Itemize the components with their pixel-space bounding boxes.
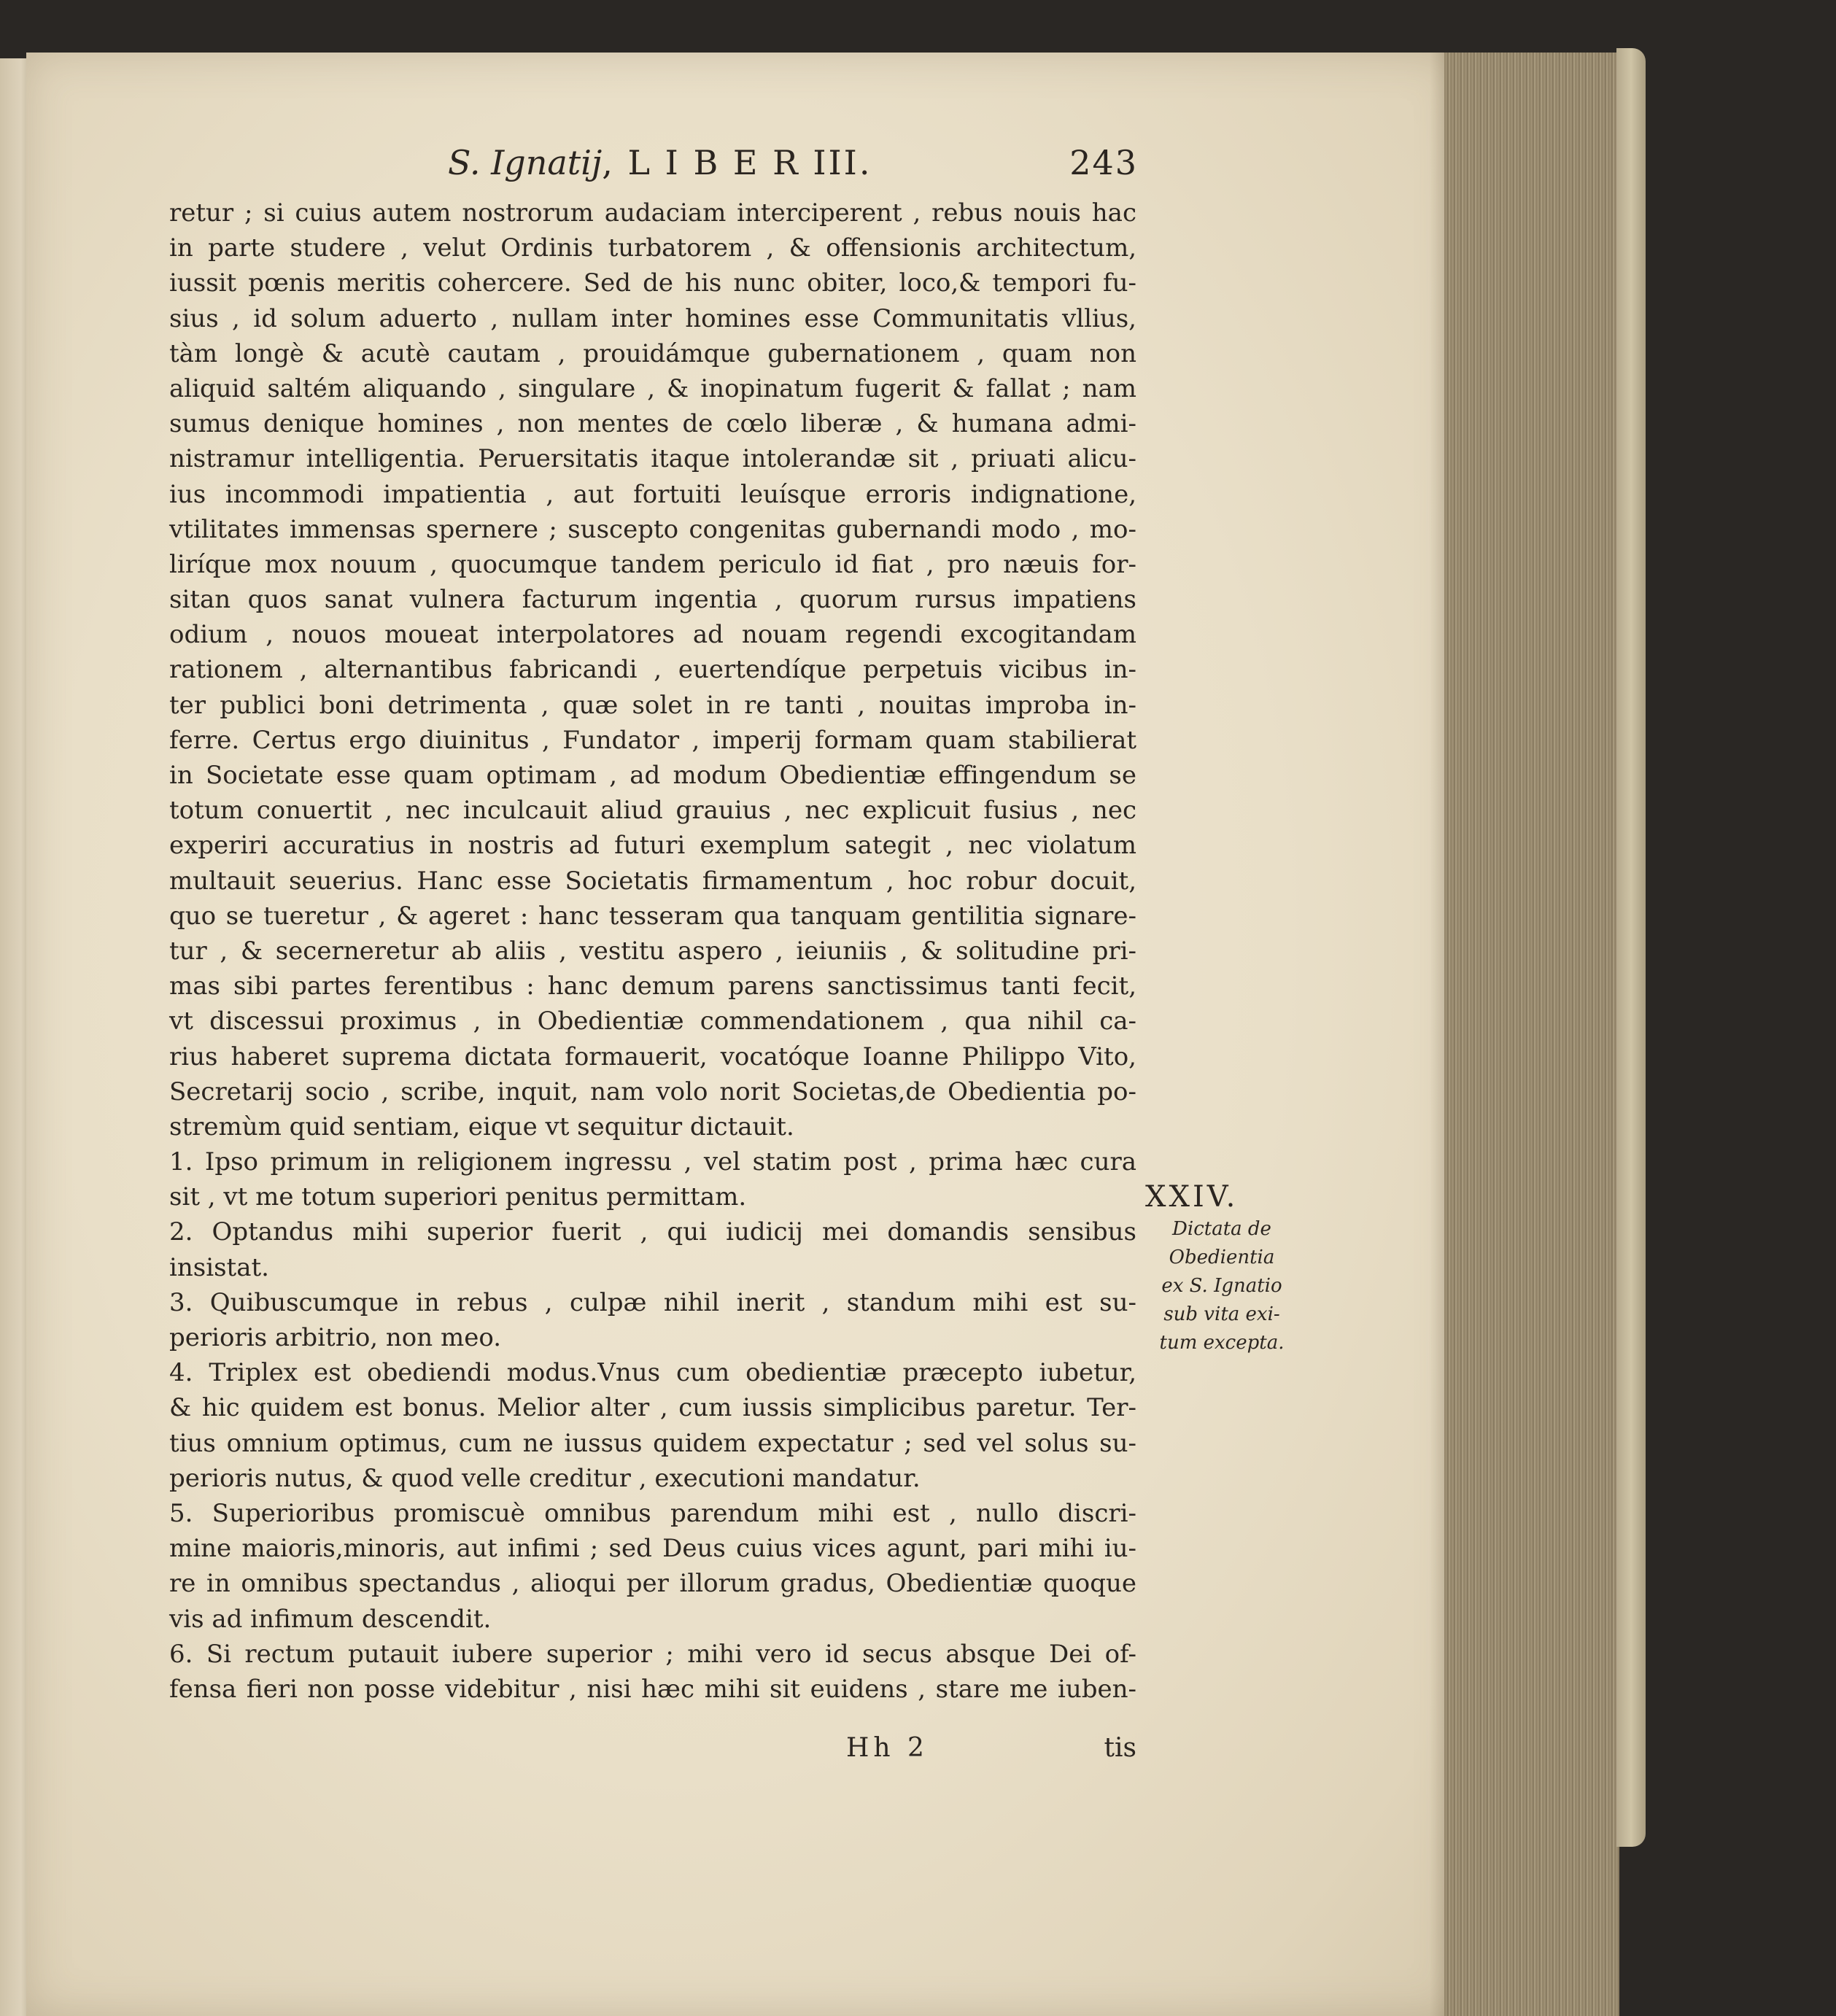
- text-line: nistramur intelligentia. Peruersitatis itaque intolerandæ sit , priuati alicu-: [169, 444, 1136, 474]
- text-line: vtilitates immensas spernere ; suscepto congenitas gubernandi modo , mo-: [169, 514, 1136, 544]
- text-line: 4. Triplex est obediendi modus.Vnus cum obedientiæ præcepto iubetur,: [169, 1358, 1136, 1388]
- running-title-italic: S. Ignatij: [448, 143, 603, 182]
- text-line: ius incommodi impatientia , aut fortuiti leuísque erroris indignatione,: [169, 479, 1136, 509]
- marginal-note-line: Obedientia: [1169, 1247, 1275, 1268]
- text-line: 3. Quibuscumque in rebus , culpæ nihil inerit , standum mihi est su-: [169, 1287, 1136, 1317]
- text-line: mas sibi partes ferentibus : hanc demum parens sanctissimus tanti fecit,: [169, 972, 1136, 1001]
- text-line: stremùm quid sentiam, eique vt sequitur dictauit.: [169, 1112, 794, 1141]
- text-line: sumus denique homines , non mentes de cœlo liberæ , & humana admi-: [169, 409, 1136, 439]
- running-title-rest: , L I B E R III.: [602, 143, 872, 182]
- text-line: liríque mox nouum , quocumque tandem periculo id fiat , pro næuis for-: [169, 549, 1136, 579]
- text-line: perioris arbitrio, non meo.: [169, 1323, 502, 1352]
- text-line: in Societate esse quam optimam , ad modum Obedientiæ effingendum se: [169, 761, 1136, 790]
- text-line: multauit seuerius. Hanc esse Societatis firmamentum , hoc robur docuit,: [169, 866, 1136, 896]
- marginal-note-text: [1145, 1215, 1298, 1357]
- text-line: 1. Ipso primum in religionem ingressu , vel statim post , prima hæc cura: [169, 1147, 1136, 1177]
- marginal-number: XXIV.: [1145, 1180, 1239, 1214]
- text-line: retur ; si cuius autem nostrorum audaciam interciperent , rebus nouis hac: [169, 198, 1136, 228]
- text-line: odium , nouos moueat interpolatores ad nouam regendi excogitandam: [169, 620, 1136, 650]
- text-line: ferre. Certus ergo diuinitus , Fundator , imperij formam quam stabilierat: [169, 725, 1136, 755]
- text-line: tur , & secerneretur ab aliis , vestitu aspero , ieiuniis , & solitudine pri-: [169, 936, 1136, 966]
- text-line: tàm longè & acutè cautam , prouidámque gubernationem , quam non: [169, 338, 1136, 368]
- catchword: tis: [1104, 1733, 1136, 1763]
- text-line: experiri accuratius in nostris ad futuri exemplum sategit , nec violatum: [169, 831, 1136, 861]
- text-line: tius omnium optimus, cum ne iussus quidem expectatur ; sed vel solus su-: [169, 1428, 1136, 1458]
- text-line: in parte studere , velut Ordinis turbatorem , & offensionis architectum,: [169, 233, 1136, 263]
- page-stack-fore-edge: [1444, 53, 1619, 2016]
- signature-line: [169, 1733, 1136, 1769]
- text-line: fensa fieri non posse videbitur , nisi hæc mihi sit euidens , stare me iuben-: [169, 1674, 1136, 1704]
- text-line: 5. Superioribus promiscuè omnibus parendum mihi est , nullo discri-: [169, 1498, 1136, 1528]
- text-line: iussit pœnis meritis cohercere. Sed de his nunc obiter, loco,& tempori fu-: [169, 268, 1136, 298]
- page-number: 243: [1069, 143, 1138, 182]
- text-line: insistat.: [169, 1252, 269, 1282]
- cover-edge: [1616, 48, 1646, 1847]
- body-text: [169, 195, 1136, 1707]
- text-line: re in omnibus spectandus , alioqui per illorum gradus, Obedientiæ quoque: [169, 1569, 1136, 1599]
- text-line: vt discessui proximus , in Obedientiæ commendationem , qua nihil ca-: [169, 1007, 1136, 1036]
- text-line: ter publici boni detrimenta , quæ solet in re tanti , nouitas improba in-: [169, 690, 1136, 720]
- text-line: 2. Optandus mihi superior fuerit , qui iudicij mei domandis sensibus: [169, 1217, 1136, 1247]
- signature-mark: Hh 2: [846, 1733, 929, 1763]
- text-line: 6. Si rectum putauit iubere superior ; mihi vero id secus absque Dei of-: [169, 1639, 1136, 1669]
- text-line: & hic quidem est bonus. Melior alter , cum iussis simplicibus paretur. Ter-: [169, 1393, 1136, 1423]
- marginal-note-line: tum excepta.: [1159, 1332, 1285, 1354]
- text-line: sitan quos sanat vulnera facturum ingentia , quorum rursus impatiens: [169, 585, 1136, 615]
- text-line: sit , vt me totum superiori penitus permittam.: [169, 1182, 747, 1212]
- text-line: perioris nutus, & quod velle creditur , executioni mandatur.: [169, 1463, 921, 1493]
- running-head: [168, 143, 1138, 191]
- text-line: mine maioris,minoris, aut infimi ; sed Deus cuius vices agunt, pari mihi iu-: [169, 1534, 1136, 1564]
- text-line: totum conuertit , nec inculcauit aliud grauius , nec explicuit fusius , nec: [169, 796, 1136, 826]
- text-line: vis ad infimum descendit.: [169, 1604, 492, 1634]
- marginal-note-line: sub vita exi-: [1163, 1303, 1280, 1325]
- marginal-note: [1145, 1179, 1298, 1357]
- text-line: rationem , alternantibus fabricandi , euertendíque perpetuis vicibus in-: [169, 655, 1136, 685]
- running-title: [448, 143, 872, 182]
- marginal-note-line: ex S. Ignatio: [1161, 1275, 1282, 1297]
- text-line: quo se tueretur , & ageret : hanc tesseram qua tanquam gentilitia signare-: [169, 901, 1136, 931]
- marginal-note-line: Dictata de: [1172, 1218, 1271, 1240]
- text-line: sius , id solum aduerto , nullam inter homines esse Communitatis vllius,: [169, 303, 1136, 333]
- text-line: aliquid saltém aliquando , singulare , & inopinatum fugerit & fallat ; nam: [169, 373, 1136, 403]
- text-line: Secretarij socio , scribe, inquit, nam volo norit Societas,de Obedientia po-: [169, 1077, 1136, 1106]
- text-line: rius haberet suprema dictata formauerit, vocatóque Ioanne Philippo Vito,: [169, 1042, 1136, 1071]
